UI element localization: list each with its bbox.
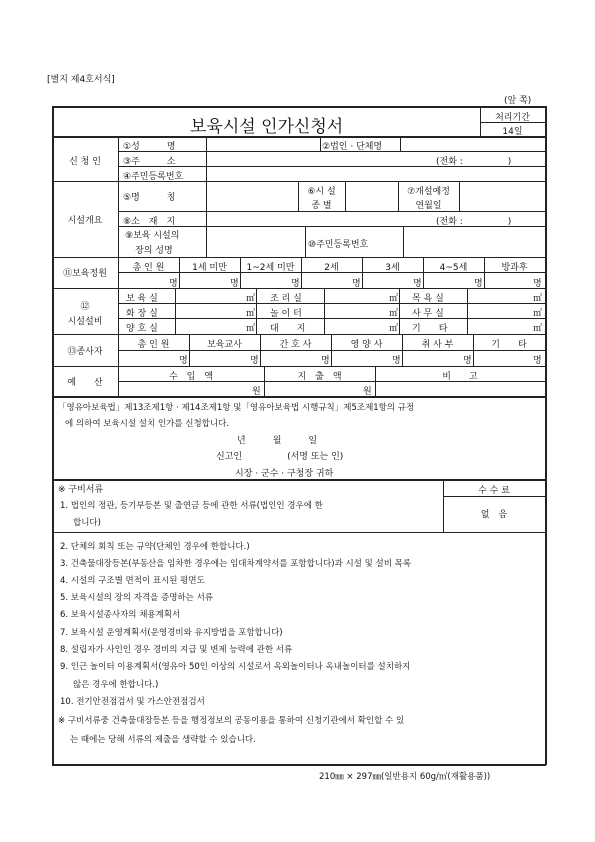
capacity-unit: 명 [474, 279, 483, 289]
area-unit: ㎡ [533, 294, 543, 304]
document-item: 합니다) [73, 518, 101, 528]
capacity-header: 방과후 [501, 263, 528, 273]
addressee: 시장 · 군수 · 구청장 귀하 [235, 469, 334, 479]
equipment-label: 양 호 실 [126, 324, 158, 334]
equipment-label: 조 리 실 [270, 294, 302, 304]
capacity-header: 총 인 원 [132, 263, 165, 273]
facility-name-label: ⑤명 칭 [123, 193, 176, 203]
document-item: 10. 전기안전점검서 및 가스안전점검서 [60, 697, 205, 707]
equipment-label: 기 타 [412, 324, 448, 334]
facility-phone-label: (전화 : ) [436, 217, 512, 227]
equipment-section-label-b: 시설설비 [67, 317, 103, 327]
document-item: 8. 설립자가 사인인 경우 경비의 지급 및 변제 능력에 관한 서류 [60, 645, 293, 655]
equipment-label: 보 육 실 [126, 294, 158, 304]
document-item: 6. 보육시설종사자의 채용계획서 [60, 610, 181, 620]
capacity-header: 1~2세 미만 [246, 263, 295, 273]
staff-header: 보육교사 [207, 340, 242, 350]
equipment-label: 화 장 실 [126, 309, 158, 319]
area-unit: ㎡ [246, 324, 256, 334]
fee-value: 없 음 [480, 510, 508, 520]
budget-section-label: 예 산 [67, 378, 103, 388]
capacity-section-label: ⑪보육정원 [63, 269, 107, 279]
budget-unit: 원 [363, 387, 372, 397]
applicant-address-label: ③주 소 [123, 157, 176, 167]
facility-location-label: ⑧소 재 지 [123, 217, 176, 227]
document-item: 5. 보육시설의 장의 자격을 증명하는 서류 [60, 593, 213, 603]
equipment-label: 목 욕 실 [412, 294, 444, 304]
declaration-line-1: 「영유아보육법」제13조제1항 · 제14조제1항 및「영유아보육법 시행규칙」제5조제1항의 규정 [58, 403, 415, 413]
director-name-label-b: 장의 성명 [135, 246, 173, 256]
budget-unit: 원 [252, 387, 261, 397]
staff-unit: 명 [250, 356, 259, 366]
form-title: 보육시설 인가신청서 [190, 117, 344, 137]
facility-type-label-b: 종 별 [311, 201, 332, 211]
open-date-label-b: 연월일 [415, 201, 442, 211]
applicant-phone-label: (전화 : ) [436, 157, 512, 167]
capacity-unit: 명 [533, 279, 542, 289]
applicant-name-label: ①성 명 [123, 142, 176, 152]
staff-header: 영 양 사 [350, 340, 383, 350]
staff-header: 간 호 사 [279, 340, 312, 350]
area-unit: ㎡ [389, 324, 399, 334]
staff-header: 총 인 원 [137, 340, 170, 350]
staff-header: 취 사 부 [421, 340, 454, 350]
document-item: 1. 법인의 정관, 등기부등본 및 출연금 등에 관한 서류(법인인 경우에 한 [60, 501, 323, 511]
form-number: [별지 제4호서식] [47, 75, 115, 85]
document-item: 3. 건축물대장등본(부동산을 임차한 경우에는 임대차계약서를 포함합니다)과 시설 및 설비 목록 [60, 559, 412, 569]
staff-section-label: ⑬종사자 [67, 347, 103, 357]
page-side-label: (앞 쪽) [504, 96, 532, 106]
equipment-label: 사 무 실 [412, 309, 444, 319]
corporation-name-label: ②법인 · 단체명 [322, 142, 383, 152]
capacity-header: 3세 [385, 263, 400, 273]
director-name-label-a: ⑨보육 시설의 [125, 231, 180, 241]
area-unit: ㎡ [246, 294, 256, 304]
open-date-label-a: ⑦개설예정 [407, 187, 450, 197]
equipment-label: 놀 이 터 [270, 309, 302, 319]
staff-header: 기 타 [491, 340, 527, 350]
required-documents-title: ※ 구비서류 [58, 485, 104, 495]
applicant-rrn-label: ④주민등록번호 [123, 172, 184, 182]
capacity-unit: 명 [291, 279, 300, 289]
area-unit: ㎡ [246, 309, 256, 319]
paper-spec-footer: 210㎜ × 297㎜(일반용지 60g/㎡(재활용품)) [319, 772, 491, 782]
equipment-label: 대 지 [270, 324, 306, 334]
capacity-unit: 명 [352, 279, 361, 289]
document-item: 9. 인근 놀이터 이용계획서(영유아 50인 이상의 시설로서 옥외놀이터나 옥내놀이터를 설치하지 [60, 662, 411, 672]
capacity-header: 1세 미만 [192, 263, 227, 273]
budget-header-remarks: 비 고 [442, 372, 478, 382]
director-rrn-label: ⑩주민등록번호 [308, 240, 369, 250]
applicant-section-label: 신 청 인 [69, 157, 101, 167]
processing-period-value: 14일 [502, 127, 523, 137]
document-item: 7. 보육시설 운영계획서(운영경비와 유지방법을 포함합니다) [60, 628, 283, 638]
document-item: 2. 단체의 회칙 또는 규약(단체인 경우에 한합니다.) [60, 542, 250, 552]
facility-type-label-a: ⑥시 설 [307, 187, 336, 197]
staff-unit: 명 [392, 356, 401, 366]
declaration-date: 년 월 일 [237, 436, 318, 446]
staff-unit: 명 [463, 356, 472, 366]
capacity-unit: 명 [413, 279, 422, 289]
fee-label: 수 수 료 [478, 486, 510, 496]
documents-note-line-1: ※ 구비서류중 건축물대장등본 등을 행정정보의 공동이용을 통하여 신청기관에서 확인할 수 있 [58, 716, 405, 726]
document-item: 않은 경우에 한합니다.) [73, 680, 159, 690]
staff-unit: 명 [533, 356, 542, 366]
applicant-signature-line: 신고인 (서명 또는 인) [216, 452, 344, 462]
capacity-unit: 명 [169, 279, 178, 289]
budget-header-expense: 지 출 액 [297, 372, 342, 382]
capacity-unit: 명 [230, 279, 239, 289]
equipment-section-label-a: ⑫ [80, 302, 90, 312]
budget-header-income: 수 입 액 [168, 372, 214, 382]
capacity-header: 2세 [324, 263, 339, 273]
area-unit: ㎡ [533, 309, 543, 319]
processing-period-label: 처리기간 [495, 113, 530, 123]
declaration-line-2: 에 의하여 보육시설 설치 인가를 신청합니다. [65, 419, 230, 429]
facility-section-label: 시설개요 [67, 216, 103, 226]
area-unit: ㎡ [533, 324, 543, 334]
capacity-header: 4~5세 [439, 263, 468, 273]
staff-unit: 명 [321, 356, 330, 366]
documents-note-line-2: 는 때에는 당해 서류의 제출을 생략할 수 있습니다. [70, 735, 256, 745]
staff-unit: 명 [179, 356, 188, 366]
document-item: 4. 시설의 구조별 면적이 표시된 평면도 [60, 576, 205, 586]
area-unit: ㎡ [389, 294, 399, 304]
area-unit: ㎡ [389, 309, 399, 319]
